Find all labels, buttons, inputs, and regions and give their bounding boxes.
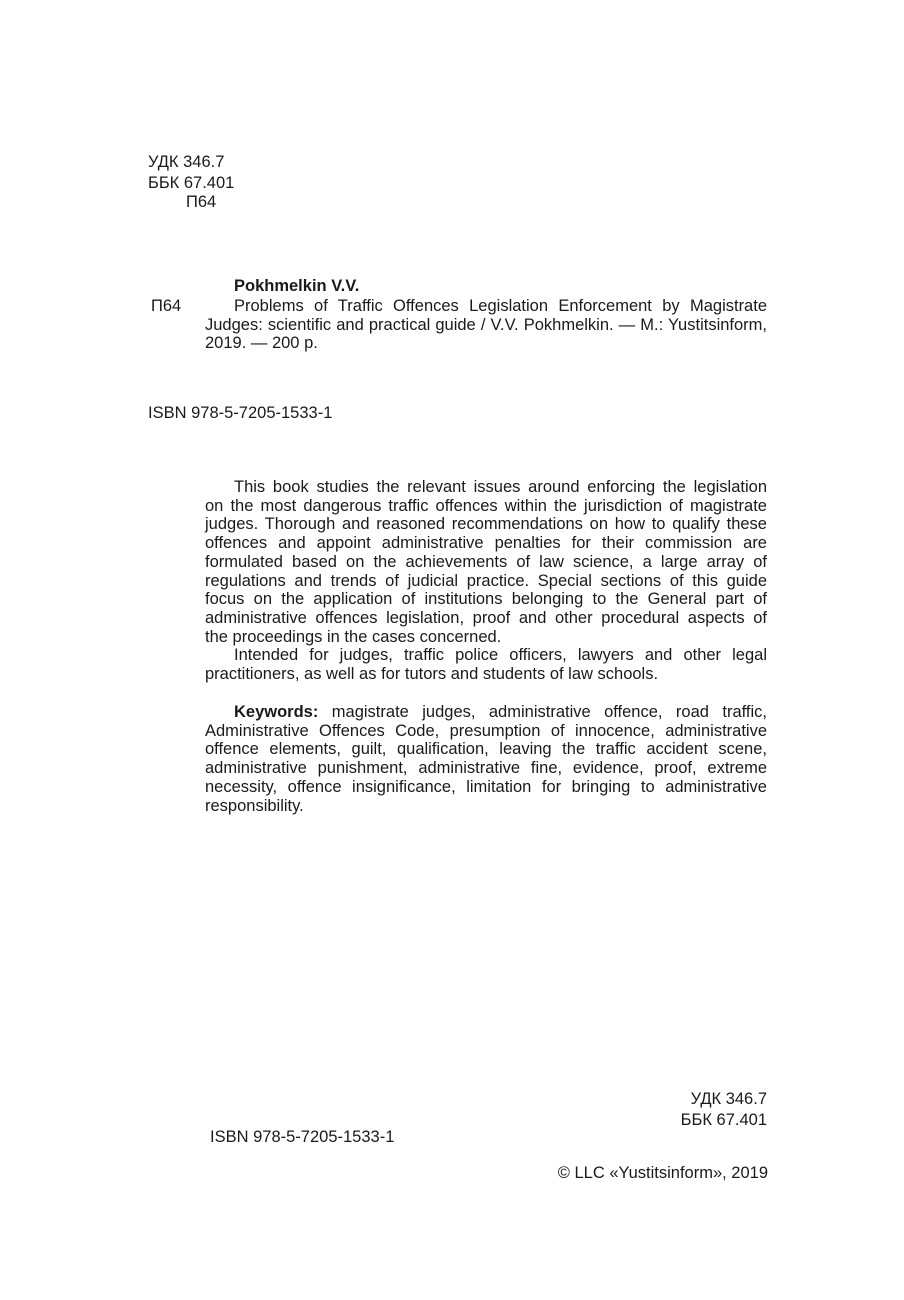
abstract-line: regulations and trends of judicial practice. Special sections of this guide (205, 571, 767, 590)
isbn-top: ISBN 978-5-7205-1533-1 (148, 404, 333, 422)
biblio-line: Problems of Traffic Offences Legislation Enforcement by Magistrate (234, 297, 767, 315)
author-sign-side: П64 (151, 297, 182, 315)
abstract-line: the proceedings in the cases concerned. (205, 627, 502, 646)
abstract-line: practitioners, as well as for tutors and students of law schools. (205, 665, 659, 684)
copyright-notice: © LLC «Yustitsinform», 2019 (557, 1164, 768, 1182)
abstract (205, 478, 767, 684)
udk-code-bottom: УДК 346.7 (690, 1090, 767, 1108)
abstract-line: offences and appoint administrative penalties for their commission are (205, 534, 767, 553)
isbn-bottom: ISBN 978-5-7205-1533-1 (210, 1128, 395, 1146)
udk-code: УДК 346.7 (148, 153, 225, 171)
abstract-line: on the most dangerous traffic offences within the jurisdiction of magistrate (205, 496, 767, 515)
keywords-line: responsibility. (205, 796, 304, 815)
author-name: Pokhmelkin V.V. (234, 277, 360, 295)
abstract-line: Intended for judges, traffic police officers, lawyers and other legal (234, 646, 767, 665)
keywords-line: necessity, offence insignificance, limitation for bringing to administrative (205, 777, 767, 796)
keywords-first-line (205, 703, 767, 722)
keywords-first-text: magistrate judges, administrative offence, road traffic, (331, 703, 767, 721)
bottom-classification (681, 1089, 767, 1130)
keywords-line: Administrative Offences Code, presumption of innocence, administrative (205, 721, 767, 740)
keywords-label: Keywords: (234, 703, 319, 721)
keywords-line: administrative punishment, administrative fine, evidence, proof, extreme (205, 759, 767, 778)
abstract-line: judges. Thorough and reasoned recommendations on how to qualify these (205, 515, 767, 534)
top-classification (148, 152, 234, 193)
biblio-line: 2019. — 200 p. (205, 334, 318, 353)
abstract-line: This book studies the relevant issues around enforcing the legislation (234, 478, 767, 496)
keywords-line: offence elements, guilt, qualification, leaving the traffic accident scene, (205, 740, 767, 759)
bbk-code: ББК 67.401 (148, 173, 235, 192)
bbk-code-bottom: ББК 67.401 (680, 1110, 767, 1129)
keywords (205, 703, 767, 815)
author-sign-top: П64 (186, 193, 217, 211)
bibliographic-description (205, 297, 767, 353)
abstract-line: administrative offences legislation, proof and other procedural aspects of (205, 608, 767, 627)
abstract-line: formulated based on the achievements of law science, a large array of (205, 552, 767, 571)
biblio-line: Judges: scientific and practical guide / V.V. Pokhmelkin. — M.: Yustitsinform, (205, 315, 767, 334)
abstract-line: focus on the application of institutions belonging to the General part of (205, 590, 767, 609)
